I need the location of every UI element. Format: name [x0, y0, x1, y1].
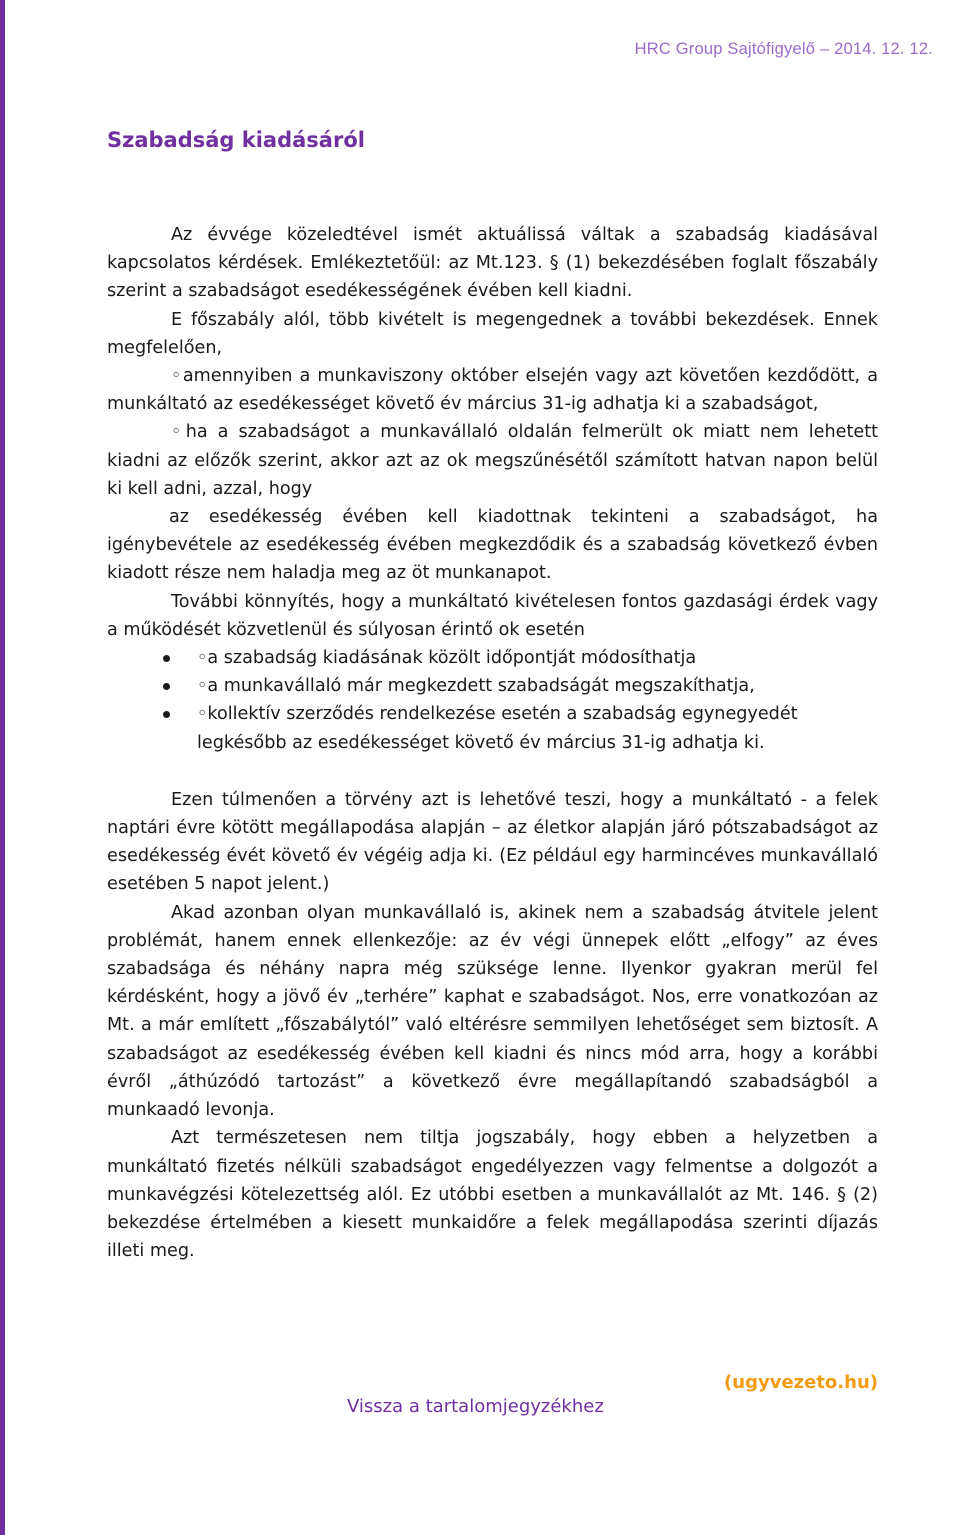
list-item	[107, 672, 878, 700]
paragraph-due-year: az esedékesség évében kell kiadottnak tekinteni a szabadságot, ha igénybevétele az esedékesség évében megkezdődik és a szabadság következő évben kiadott része nem haladja meg az öt munkanapot.	[107, 507, 878, 584]
list-item-text: ◦kollektív szerződés rendelkezése esetén a szabadság egynegyedét legkésőbb az esedékességet követő év március 31-ig adhatja ki.	[197, 704, 798, 753]
spacer	[107, 757, 878, 786]
page-header: HRC Group Sajtófigyelő – 2014. 12. 12.	[634, 40, 933, 58]
paragraph-additional-leave: Ezen túlmenően a törvény azt is lehetővé teszi, hogy a munkáltató - a felek naptári évre kötött megállapodása alapján – az életkor alapján járó pótszabadságot az esedékesség évét követő év végéig adja ki. (Ez például egy harmincéves munkavállaló esetében 5 napot jelent.)	[107, 789, 878, 895]
article-body	[107, 221, 878, 1265]
paragraph-further-relief: További könnyítés, hogy a munkáltató kivételesen fontos gazdasági érdek vagy a működését közvetlenül és súlyosan érintő ok esetén	[107, 591, 878, 640]
back-to-contents-link[interactable]: Vissza a tartalomjegyzékhez	[347, 1396, 604, 1417]
bullet-icon	[163, 655, 170, 662]
paragraph-intro: Az évvége közeledtével ismét aktuálissá váltak a szabadság kiadásával kapcsolatos kérdések. Emlékeztetőül: az Mt.123. § (1) bekezdésében foglalt főszabály szerint a szabadságot esedékességének évében kell kiadni.	[107, 225, 878, 302]
paragraph-october-start: ◦amennyiben a munkaviszony október elsején vagy azt követően kezdődött, a munkáltató az esedékességet követő év március 31-ig adhatja ki a szabadságot,	[107, 366, 878, 415]
source-credit: (ugyvezeto.hu)	[724, 1372, 878, 1393]
bullet-icon	[163, 683, 170, 690]
paragraph-unpaid-leave: Azt természetesen nem tiltja jogszabály, hogy ebben a helyzetben a munkáltató fizetés nélküli szabadságot engedélyezzen vagy felmentse a dolgozót a munkavégzési kötelezettség alól. Ez utóbbi esetben a munkavállalót az Mt. 146. § (2) bekezdése értelmében a kiesett munkaidőre a felek megállapodása szerinti díjazás illeti meg.	[107, 1128, 878, 1262]
list-item	[107, 700, 878, 756]
list-item-text: ◦a munkavállaló már megkezdett szabadságát megszakíthatja,	[197, 676, 755, 697]
bullet-icon	[163, 711, 170, 718]
list-item	[107, 644, 878, 672]
footer-row	[107, 1372, 878, 1422]
paragraph-employee-reason: ◦ha a szabadságot a munkavállaló oldalán felmerült ok miatt nem lehetett kiadni az előzők szerint, akkor azt az ok megszűnésétől számított hatvan napon belül ki kell adni, azzal, hogy	[107, 422, 878, 499]
paragraph-exceptions: E főszabály alól, több kivételt is megengednek a további bekezdések. Ennek megfelelően,	[107, 309, 878, 358]
list-item-text: ◦a szabadság kiadásának közölt időpontját módosíthatja	[197, 648, 697, 669]
left-border-bar	[0, 0, 5, 1535]
paragraph-advance-leave: Akad azonban olyan munkavállaló is, akinek nem a szabadság átvitele jelent problémát, hanem ennek ellenkezője: az év végi ünnepek előtt „elfogy” az éves szabadsága és néhány napra még szüksége lenne. Ilyenkor gyakran merül fel kérdésként, hogy a jövő év „terhére” kaphat e szabadságot. Nos, erre vonatkozóan az Mt. a már említett „főszabálytól” való eltérésre semmilyen lehetőséget sem biztosít. A szabadságot az esedékesség évében kell kiadni és nincs mód arra, hogy a korábbi évről „áthúzódó tartozást” a következő évre megállapítandó szabadságból a munkaadó levonja.	[107, 902, 878, 1121]
exceptions-list	[107, 644, 878, 757]
article-title: Szabadság kiadásáról	[107, 128, 365, 152]
